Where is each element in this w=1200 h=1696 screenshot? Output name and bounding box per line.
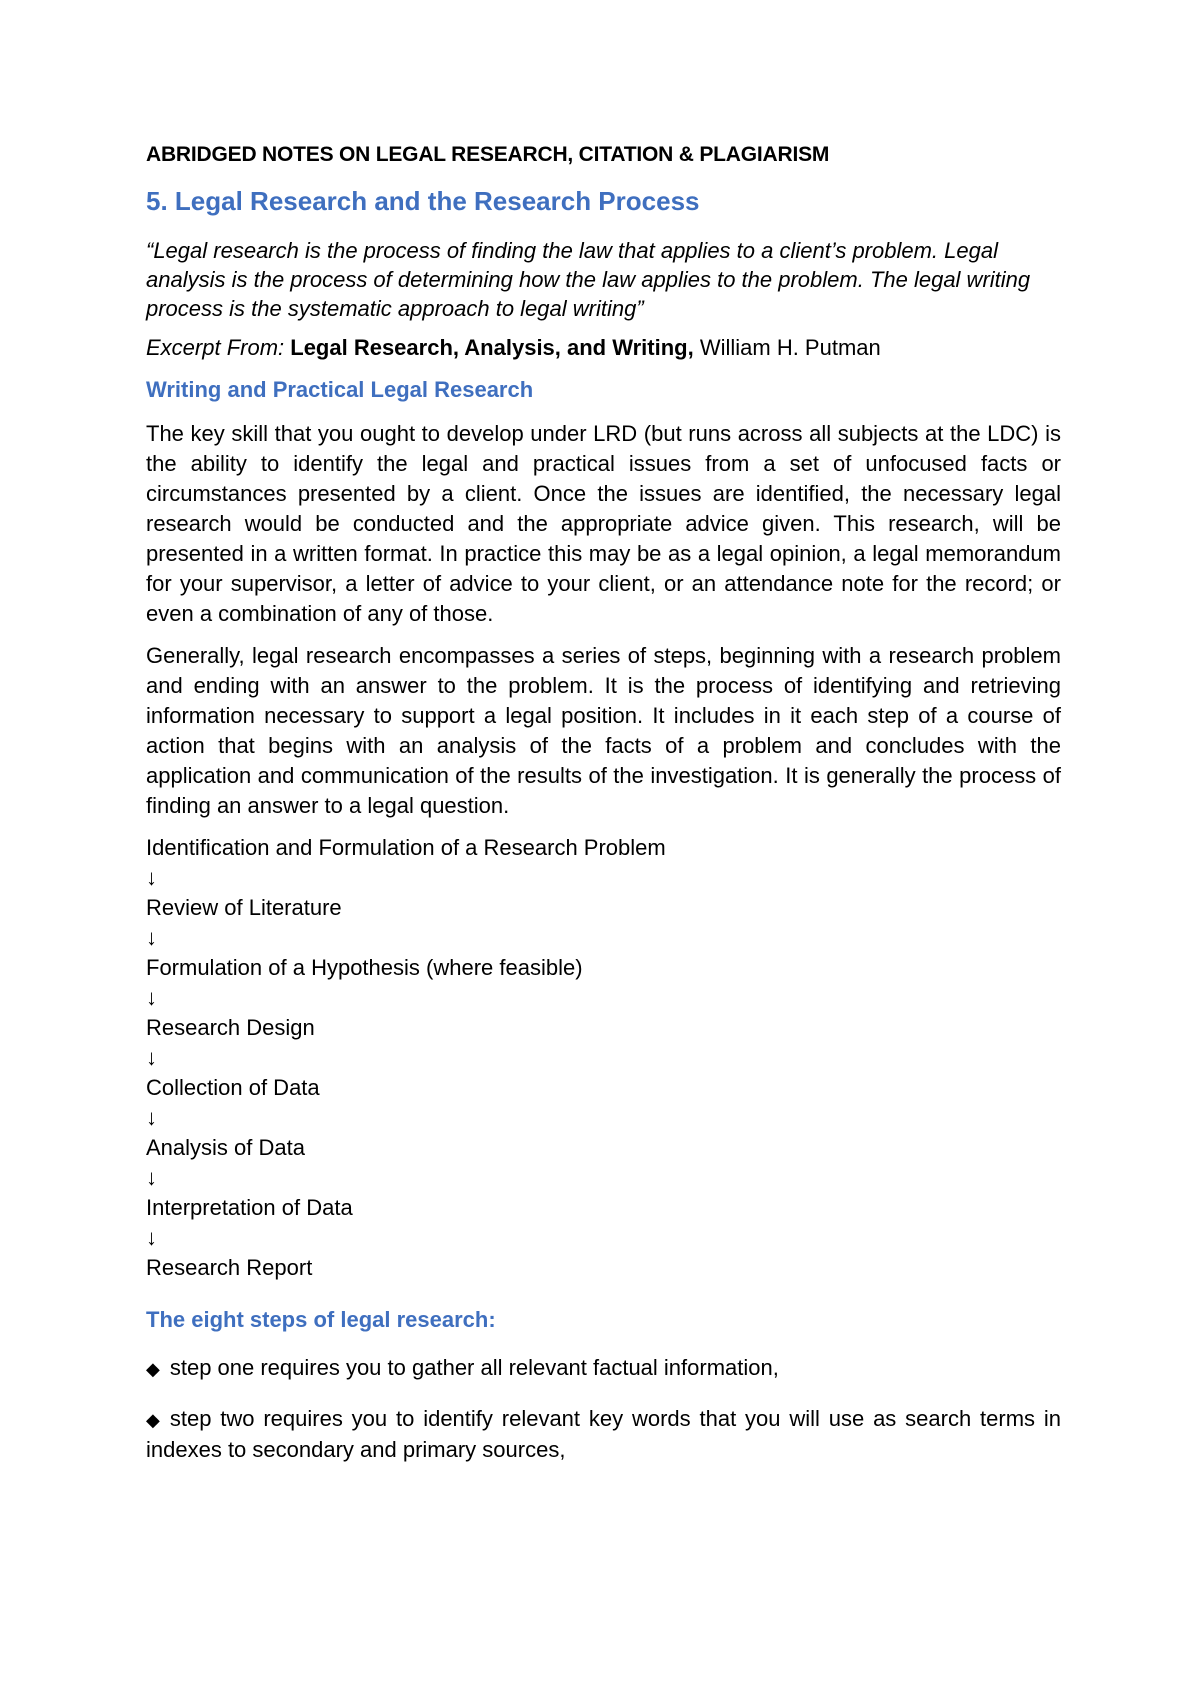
paragraph: The key skill that you ought to develop under LRD (but runs across all subjects at the LDC) is the ability to identify the legal and practical issues from a set of unfocused facts or circumstances presented by a client. Once the issues are identified, the necessary legal research would be conducted and the appropriate advice given. This research, will be presented in a written format. In practice this may be as a legal opinion, a legal memorandum for your supervisor, a letter of advice to your client, or an attendance note for the record; or even a combination of any of those. xyxy=(146,421,1061,626)
down-arrow-icon: ↓ xyxy=(146,1045,157,1070)
flow-step: Interpretation of Data xyxy=(146,1195,353,1220)
paragraph: Generally, legal research encompasses a series of steps, beginning with a research problem and ending with an answer to the problem. It is the process of identifying and retrieving information necessary to support a legal position. It includes in it each step of a course of action that begins with an analysis of the facts of a problem and concludes with the application and communication of the results of the investigation. It is generally the process of finding an answer to a legal question. xyxy=(146,643,1061,818)
down-arrow-icon: ↓ xyxy=(146,985,157,1010)
excerpt-citation xyxy=(146,333,1061,363)
page-content xyxy=(146,140,1061,1485)
diamond-bullet-icon: ◆ xyxy=(146,1410,160,1430)
flow-step: Identification and Formulation of a Research Problem xyxy=(146,835,666,860)
excerpt-book-title: Legal Research, Analysis, and Writing, xyxy=(290,335,694,360)
down-arrow-icon: ↓ xyxy=(146,1225,157,1250)
down-arrow-icon: ↓ xyxy=(146,1105,157,1130)
flow-step: Analysis of Data xyxy=(146,1135,305,1160)
document-title: ABRIDGED NOTES ON LEGAL RESEARCH, CITATION & PLAGIARISM xyxy=(146,143,830,166)
quote-text: “Legal research is the process of finding the law that applies to a client’s problem. Legal analysis is the process of determining how the law applies to the problem. The legal writing process is the systematic approach to legal writing” xyxy=(146,238,1031,321)
down-arrow-icon: ↓ xyxy=(146,925,157,950)
down-arrow-icon: ↓ xyxy=(146,1165,157,1190)
research-process-flow xyxy=(146,833,1061,1283)
bullet-text: step one requires you to gather all relevant factual information, xyxy=(169,1355,779,1380)
flow-step: Review of Literature xyxy=(146,895,342,920)
section-heading: 5. Legal Research and the Research Process xyxy=(146,186,700,216)
bullet-item xyxy=(146,1353,1061,1384)
down-arrow-icon: ↓ xyxy=(146,865,157,890)
flow-step: Collection of Data xyxy=(146,1075,320,1100)
excerpt-label: Excerpt From: xyxy=(146,335,291,360)
steps-heading: The eight steps of legal research: xyxy=(146,1307,496,1332)
flow-step: Research Design xyxy=(146,1015,315,1040)
bullet-item xyxy=(146,1404,1061,1465)
diamond-bullet-icon: ◆ xyxy=(146,1359,160,1379)
flow-step: Formulation of a Hypothesis (where feasible) xyxy=(146,955,583,980)
subheading: Writing and Practical Legal Research xyxy=(146,377,534,402)
bullet-text: step two requires you to identify relevant key words that you will use as search terms in indexes to secondary and primary sources, xyxy=(146,1406,1061,1462)
flow-step: Research Report xyxy=(146,1255,313,1280)
excerpt-author: William H. Putman xyxy=(693,335,881,360)
